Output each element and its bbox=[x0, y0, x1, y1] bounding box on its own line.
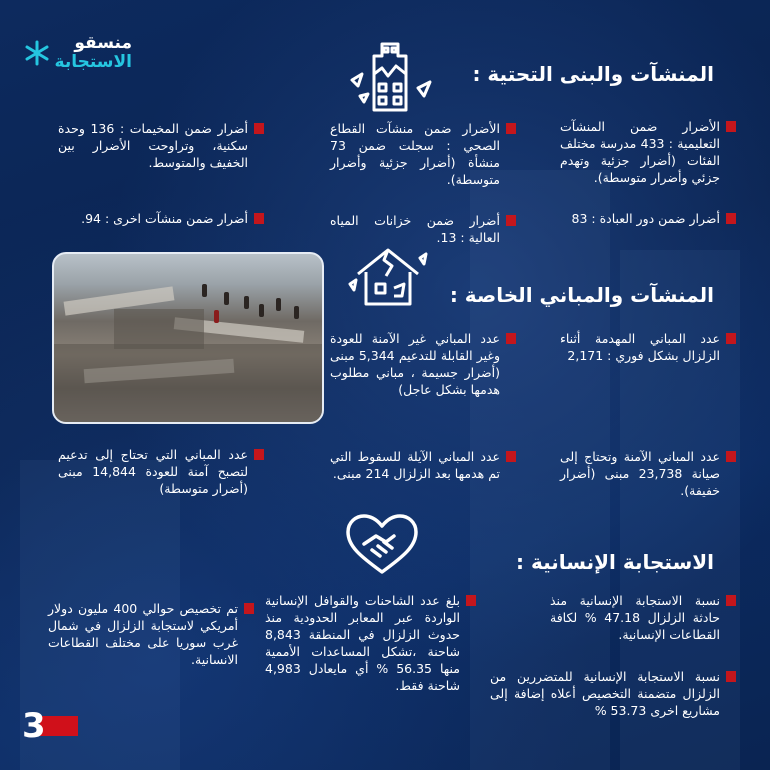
bullet-marker bbox=[254, 123, 264, 134]
bullet-marker bbox=[726, 121, 736, 132]
hum-victims-rate-text: نسبة الاستجابة الإنسانية للمتضررين من الزلزال متضمنة التخصيص أعلاه إضافة إلى مشاريع اخرى 53.73 % bbox=[490, 669, 720, 718]
hum-trucks-item bbox=[265, 592, 460, 694]
hum-response-rate-text: نسبة الاستجابة الإنسانية منذ حادثة الزلزال 47.18 % لكافة القطاعات الإنسانية. bbox=[550, 593, 720, 642]
page-number bbox=[22, 706, 78, 746]
private-destroyed-text: عدد المباني المهدمة أثناء الزلزال بشكل فوري : 2,171 bbox=[560, 331, 720, 363]
logo-line-2: الاستجابة bbox=[54, 52, 132, 72]
infra-health-text: الأضرار ضمن منشآت القطاع الصحي : سجلت ضمن 73 منشأة (أضرار جزئية وأضرار متوسطة). bbox=[330, 121, 500, 187]
private-collapse-item bbox=[330, 448, 500, 482]
infra-schools-item bbox=[560, 118, 720, 186]
bullet-marker bbox=[254, 449, 264, 460]
logo-star-icon bbox=[22, 38, 52, 68]
page-number-bar bbox=[40, 716, 78, 736]
private-destroyed-item bbox=[560, 330, 720, 364]
infra-health-item bbox=[330, 120, 500, 188]
bullet-marker bbox=[506, 123, 516, 134]
handshake-heart-icon bbox=[342, 512, 422, 578]
hum-funding-item bbox=[48, 600, 238, 668]
infra-camps-text: أضرار ضمن المخيمات : 136 وحدة سكنية، وتراوحت الأضرار بين الخفيف والمتوسط. bbox=[58, 121, 248, 170]
bullet-marker bbox=[506, 451, 516, 462]
private-reinforce-text: عدد المباني التي تحتاج إلى تدعيم لتصبح آمنة للعودة 14,844 مبنى (أضرار متوسطة) bbox=[58, 447, 249, 496]
bullet-marker bbox=[466, 595, 476, 606]
infra-other-text: أضرار ضمن منشآت اخرى : 94. bbox=[81, 211, 248, 226]
bullet-marker bbox=[726, 671, 736, 682]
page-number-text: 3 bbox=[22, 706, 46, 746]
private-unsafe-item bbox=[330, 330, 500, 398]
section-title-infrastructure: المنشآت والبنى التحتية : bbox=[472, 62, 714, 86]
hum-victims-rate-item bbox=[490, 668, 720, 719]
private-safe-maintenance-item bbox=[560, 448, 720, 499]
bullet-marker bbox=[726, 333, 736, 344]
private-safe-maintenance-text: عدد المباني الآمنة وتحتاج إلى صيانة 23,738 مبنى (أضرار خفيفة). bbox=[560, 449, 720, 498]
section-title-private: المنشآت والمباني الخاصة : bbox=[449, 283, 714, 307]
infra-worship-item bbox=[560, 210, 720, 227]
infra-schools-text: الأضرار ضمن المنشآت التعليمية : 433 مدرسة مختلف الفئات (أضرار جزئية وتهدم جزئي وأضرار متوسطة). bbox=[560, 119, 720, 185]
bullet-marker bbox=[726, 213, 736, 224]
hum-trucks-text: بلغ عدد الشاحنات والقوافل الإنسانية الواردة عبر المعابر الحدودية منذ حدوث الزلزال في المنطقة 8,843 شاحنة ،تشكل المساعدات الأممية منها 56.35 % أي مايعادل 4,983 شاحنة فقط. bbox=[265, 593, 461, 693]
infra-worship-text: أضرار ضمن دور العبادة : 83 bbox=[571, 211, 720, 226]
section-title-humanitarian: الاستجابة الإنسانية : bbox=[516, 550, 714, 574]
private-unsafe-text: عدد المباني غير الآمنة للعودة وغير القابلة للتدعيم 5,344 مبنى (أضرار جسيمة ، مباني مطلوب هدمها بشكل عاجل) bbox=[330, 331, 500, 397]
infra-other-item bbox=[58, 210, 248, 227]
bullet-marker bbox=[726, 595, 736, 606]
hum-response-rate-item bbox=[550, 592, 720, 643]
logo-line-1: منسقو bbox=[74, 33, 132, 53]
infra-water-item bbox=[330, 212, 500, 246]
house-damage-icon bbox=[348, 244, 428, 310]
bullet-marker bbox=[726, 451, 736, 462]
bullet-marker bbox=[506, 215, 516, 226]
building-damage-icon bbox=[346, 34, 436, 114]
logo bbox=[22, 34, 132, 74]
earthquake-rubble-photo bbox=[52, 252, 324, 424]
bullet-marker bbox=[254, 213, 264, 224]
bullet-marker bbox=[244, 603, 254, 614]
infra-camps-item bbox=[58, 120, 248, 171]
bullet-marker bbox=[506, 333, 516, 344]
private-reinforce-item bbox=[58, 446, 248, 497]
private-collapse-text: عدد المباني الآيلة للسقوط التي تم هدمها بعد الزلزال 214 مبنى. bbox=[330, 449, 500, 481]
hum-funding-text: تم تخصيص حوالي 400 مليون دولار أمريكي لاستجابة الزلزال في شمال غرب سوريا على مختلف القطاعات الانسانية. bbox=[48, 601, 238, 667]
infra-water-text: أضرار ضمن خزانات المياه العالية : 13. bbox=[330, 213, 500, 245]
